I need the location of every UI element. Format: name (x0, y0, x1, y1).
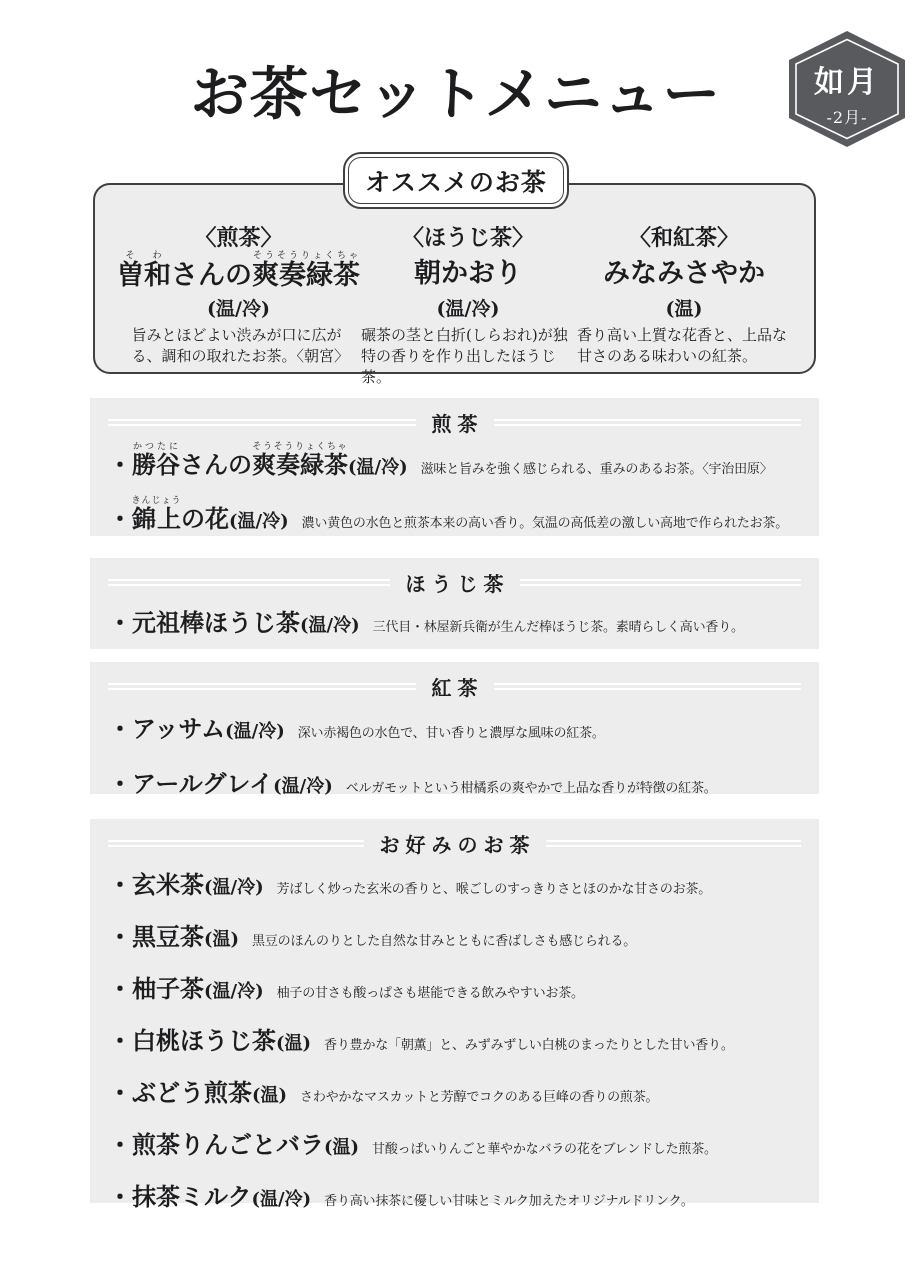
tea-description: 香り高い上質な花香と、上品な甘さのある味わいの紅茶。 (577, 326, 788, 365)
tea-temperature: (温) (324, 1137, 360, 1158)
menu-item-row (108, 1121, 801, 1173)
menu-item-row (108, 1017, 801, 1069)
section-rule-left (108, 840, 364, 847)
tea-description: 滋味と旨みを強く感じられる、重みのあるお茶。〈宇治田原〉 (420, 462, 773, 477)
tea-temperature: (温/冷) (348, 457, 408, 478)
tea-description: 碾茶の茎と白折(しらおれ)が独特の香りを作り出したほうじ茶。 (361, 326, 568, 386)
tea-category-label: 〈ほうじ茶〉 (401, 225, 534, 251)
section-title: 紅茶 (431, 676, 484, 700)
tea-name: ・アッサム (108, 714, 226, 743)
section-okonomi (90, 819, 819, 1211)
section-rule-left (108, 419, 416, 426)
section-rule-left (108, 579, 390, 586)
tea-temperature: (温) (276, 1033, 312, 1054)
section-items (108, 597, 801, 651)
tea-category-label: 〈和紅茶〉 (628, 225, 739, 251)
menu-item-row (108, 440, 801, 494)
tea-name: みなみさやか (603, 258, 765, 289)
tea-description: 深い赤褐色の水色で、甘い香りと濃厚な風味の紅茶。 (297, 726, 605, 741)
recommended-label: オススメのお茶 (365, 167, 547, 197)
tea-name: ・白桃ほうじ茶 (108, 1026, 276, 1055)
tea-temperature: (温/冷) (204, 981, 264, 1002)
tea-name: ・煎茶りんごとバラ (108, 1130, 324, 1159)
tea-name: ・玄米茶 (108, 870, 204, 899)
menu-item-row (108, 965, 801, 1017)
tea-temperature: (温/冷) (273, 776, 333, 797)
tea-category-label: 〈煎茶〉 (194, 225, 283, 251)
tea-name: ・元祖棒ほうじ茶 (108, 608, 300, 637)
recommended-tea-column (117, 225, 360, 388)
tea-temperature: (温/冷) (225, 721, 285, 742)
tea-temperature: (温/冷) (251, 1189, 312, 1210)
month-badge (787, 30, 907, 148)
section-sencha (90, 398, 819, 536)
section-rule-right (494, 683, 802, 690)
section-header (108, 662, 801, 701)
menu-item-row (108, 861, 801, 913)
menu-item-row (108, 1173, 801, 1225)
section-kocha (90, 662, 819, 798)
page-title: お茶セットメニュー (189, 60, 723, 128)
tea-description: さわやかなマスカットと芳醇でコクのある巨峰の香りの煎茶。 (300, 1090, 659, 1105)
tea-description: 香り豊かな「朝薫」と、みずみずしい白桃のまったりとした甘い香り。 (324, 1038, 734, 1053)
menu-item-row (108, 494, 801, 548)
tea-description: 旨みとほどよい渋みが口に広がる、調和の取れたお茶。〈朝宮〉 (131, 326, 350, 365)
recommended-tea-column (360, 225, 576, 388)
tea-temperature: (温/冷) (204, 877, 264, 898)
tea-name: 朝かおり (414, 258, 522, 289)
tea-temperature: (温/冷) (436, 298, 500, 320)
recommended-panel (93, 183, 816, 386)
section-items (108, 701, 801, 814)
tea-description-wrap (576, 325, 792, 367)
section-items (108, 858, 801, 1225)
tea-description: 香り高い抹茶に優しい甘味とミルク加えたオリジナルドリンク。 (324, 1194, 694, 1209)
tea-name: ・アールグレイ (108, 769, 274, 798)
section-header (108, 558, 801, 597)
menu-item-row (108, 600, 801, 651)
tea-temperature: (温) (204, 929, 240, 950)
tea-name: ・抹茶ミルク (108, 1182, 252, 1211)
tea-name: ・ぶどう煎茶 (108, 1078, 252, 1107)
tea-temperature: (温/冷) (229, 511, 289, 532)
tea-name: ・勝谷かつたにさんの爽奏緑茶そうそうりょくちゃ (108, 442, 348, 479)
section-title: 煎茶 (431, 412, 484, 436)
section-rule-right (546, 840, 802, 847)
tea-description: ベルガモットという柑橘系の爽やかで上品な香りが特徴の紅茶。 (345, 781, 717, 796)
tea-description-wrap (117, 325, 360, 367)
section-header (108, 398, 801, 437)
month-number: -2月- (826, 108, 868, 127)
section-items (108, 437, 801, 548)
tea-description: 黒豆のほんのりとした自然な甘みとともに香ばしさも感じられる。 (252, 934, 637, 949)
tea-name: ・錦上きんじょうの花 (108, 496, 230, 533)
menu-item-row (108, 1069, 801, 1121)
section-hojicha (90, 558, 819, 649)
tea-name: 曽和そわさんの爽奏緑茶そうそうりょくちゃ (117, 251, 360, 291)
tea-description: 三代目・林屋新兵衛が生んだ棒ほうじ茶。素晴らしく高い香り。 (372, 620, 744, 635)
tea-name: ・柚子茶 (108, 974, 204, 1003)
tea-description-wrap (360, 325, 576, 388)
tea-name: ・黒豆茶 (108, 922, 204, 951)
tea-description: 甘酸っぱいりんごと華やかなバラの花をブレンドした煎茶。 (372, 1142, 717, 1157)
section-header (108, 819, 801, 858)
tea-description: 柚子の甘さも酸っぱさも堪能できる飲みやすいお茶。 (276, 986, 584, 1001)
menu-item-row (108, 759, 801, 814)
section-rule-right (520, 579, 802, 586)
menu-item-row (108, 704, 801, 759)
tea-description: 芳ばしく炒った玄米の香りと、喉ごしのすっきりさとほのかな甘さのお茶。 (276, 882, 712, 897)
recommended-label-frame (343, 152, 569, 209)
tea-temperature: (温/冷) (207, 298, 270, 320)
section-title: ほうじ茶 (405, 572, 510, 596)
tea-temperature: (温/冷) (300, 615, 360, 636)
tea-temperature: (温) (665, 298, 703, 320)
section-rule-left (108, 683, 416, 690)
menu-item-row (108, 913, 801, 965)
section-rule-right (494, 419, 802, 426)
recommended-tea-column (576, 225, 792, 388)
recommended-columns (95, 185, 814, 388)
tea-description: 濃い黄色の水色と煎茶本来の高い香り。気温の高低差の激しい高地で作られたお茶。 (301, 516, 789, 531)
section-title: お好みのお茶 (379, 833, 536, 857)
month-name: 如月 (814, 65, 880, 100)
tea-temperature: (温) (252, 1085, 288, 1106)
